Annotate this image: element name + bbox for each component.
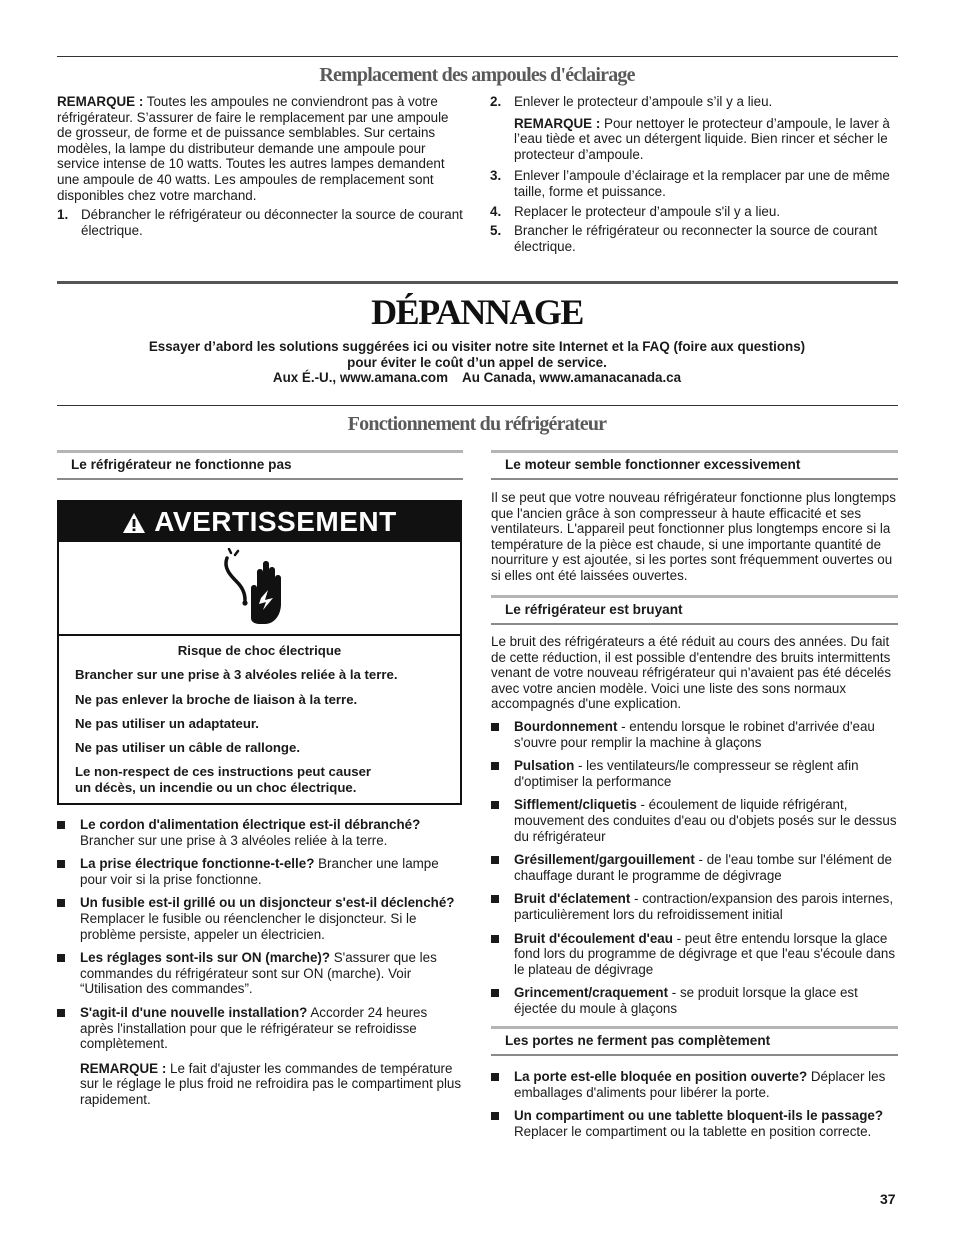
warning-box <box>57 500 462 805</box>
list-item: Un fusible est-il grillé ou un disjoncteur s'est-il déclenché? Remplacer le fusible ou réenclencher le disjoncteur. Si le problème persiste, appeler un électricien. <box>57 895 463 942</box>
not-running-checks <box>57 817 463 1108</box>
list-item: Bourdonnement - entendu lorsque le robinet d'arrivée d'eau s'ouvre pour remplir la machine à glaçons <box>491 719 898 750</box>
intro <box>0 339 954 386</box>
noisy-text: Le bruit des réfrigérateurs a été réduit au cours des années. Du fait de cette réduction, il est possible d'entendre des bruits intermittents venant de votre nouveau réfrigérateur qui n'avaient pas été décelés avec votre ancien modèle. Voici une liste des sons normaux accompagnés d'une explication. <box>491 634 892 712</box>
warning-risk: Risque de choc électrique <box>177 643 342 658</box>
motor-text: Il se peut que votre nouveau réfrigérateur fonctionne plus longtemps que l'ancien grâce à son compresseur à haute efficacité et ses ventilateurs. L'appareil peut fonctionner plus longtemps encore si la température de la pièce est chaude, si une importante quantité de nourriture y est ajoutée, si les portes sont fréquemment ouvertes ou si elles ont été laissées ouvertes. <box>491 490 896 583</box>
list-item: Sifflement/cliquetis - écoulement de liquide réfrigérant, mouvement des conduites d'eau ou d'objets posés sur le dessus du réfrigérateur <box>491 797 898 844</box>
motor-heading: Le moteur semble fonctionner excessivement <box>491 450 898 480</box>
section-rule <box>57 281 898 284</box>
us-site-link[interactable]: Aux É.-U., www.amana.com <box>272 370 449 386</box>
operation-rule <box>57 405 898 406</box>
bullet-icon <box>491 1112 499 1120</box>
list-item: Grincement/craquement - se produit lorsque la glace est éjectée du moule à glaçons <box>491 985 898 1016</box>
noisy-section <box>491 634 898 1016</box>
noisy-heading: Le réfrigérateur est bruyant <box>491 595 898 625</box>
electric-shock-hand-icon <box>221 548 301 630</box>
warning-consequence-2: un décès, un incendie ou un choc électrique. <box>75 780 357 795</box>
list-item: 5. Brancher le réfrigérateur ou reconnecter la source de courant électrique. <box>490 223 878 254</box>
top-rule <box>57 56 898 57</box>
list-item: Grésillement/gargouillement - de l'eau tombe sur l'élément de chauffage durant le programme de dégivrage <box>491 852 898 883</box>
page-title: DÉPANNAGE <box>371 292 583 332</box>
warning-title: AVERTISSEMENT <box>154 506 397 537</box>
list-item: Un compartiment ou une tablette bloquent-ils le passage? Replacer le compartiment ou la tablette en position correcte. <box>491 1108 898 1139</box>
bullet-icon <box>57 1009 65 1017</box>
bulbs-right-column <box>490 94 900 254</box>
bulbs-heading: Remplacement des ampoules d'éclairage <box>319 64 635 86</box>
canada-site-link[interactable]: Au Canada, www.amanacanada.ca <box>462 370 682 386</box>
bullet-icon <box>491 935 499 943</box>
list-item: Pulsation - les ventilateurs/le compresseur se règlent afin d'optimiser la performance <box>491 758 898 789</box>
bullet-icon <box>491 762 499 770</box>
warning-line: Brancher sur une prise à 3 alvéoles reliée à la terre. <box>75 667 398 682</box>
step2-note: REMARQUE : Pour nettoyer le protecteur d’ampoule, le laver à l’eau tiède et avec un détergent liquide. Bien rincer et sécher le protecteur d’ampoule. <box>514 115 890 162</box>
warning-illustration <box>59 542 460 636</box>
list-item: 4. Replacer le protecteur d’ampoule s'il y a lieu. <box>490 203 781 219</box>
bullet-icon <box>491 801 499 809</box>
intro-line-2: pour éviter le coût d’un appel de service. <box>347 354 607 370</box>
bulbs-steps-right <box>490 94 900 254</box>
warning-consequence-1: Le non-respect de ces instructions peut causer <box>75 764 372 779</box>
page-number: 37 <box>880 1191 896 1207</box>
doors-section <box>491 1069 898 1139</box>
bullet-icon <box>57 860 65 868</box>
warning-line: Ne pas utiliser un adaptateur. <box>75 716 259 731</box>
bullet-icon <box>57 899 65 907</box>
warning-banner <box>59 502 460 542</box>
warning-line: Ne pas enlever la broche de liaison à la terre. <box>75 692 358 707</box>
list-item: Les réglages sont-ils sur ON (marche)? S'assurer que les commandes du réfrigérateur sont sur ON (marche). Voir “Utilisation des commandes”. <box>57 950 463 997</box>
not-running-note: REMARQUE : Le fait d'ajuster les commandes de température sur le réglage le plus froid ne refroidira pas le compartiment plus rapidement. <box>80 1060 462 1107</box>
list-item: Bruit d'écoulement d'eau - peut être entendu lorsque la glace fond lors du programme de dégivrage et que l'eau s'écoule dans le plateau de dégivrage <box>491 931 898 978</box>
warning-line: Ne pas utiliser un câble de rallonge. <box>75 740 300 755</box>
list-item: La prise électrique fonctionne-t-elle? Brancher une lampe pour voir si la prise fonctionne. <box>57 856 463 887</box>
list-item: S'agit-il d'une nouvelle installation? Accorder 24 heures après l'installation pour que le réfrigérateur se refroidisse complètement. REMARQUE : Le fait d'ajuster les commandes de température sur le réglage le plus froid ne refroidira pas le compartiment plus rapidement. <box>57 1005 463 1108</box>
list-item: 2. Enlever le protecteur d’ampoule s’il y a lieu. REMARQUE : Pour nettoyer le protecteur d’ampoule, le laver à l’eau tiède et avec un détergent liquide. Bien rincer et sécher le protecteur d’ampoule. <box>490 94 900 162</box>
list-item: 3. Enlever l’ampoule d’éclairage et la remplacer par une de même taille, forme et puissance. <box>490 168 890 199</box>
bullet-icon <box>491 723 499 731</box>
bulbs-steps-left <box>57 207 465 238</box>
intro-sites <box>0 370 954 386</box>
bullet-icon <box>57 954 65 962</box>
list-item: Bruit d'éclatement - contraction/expansion des parois internes, particulièrement lors du refroidissement initial <box>491 891 898 922</box>
intro-line-1: Essayer d’abord les solutions suggérées ici ou visiter notre site Internet et la FAQ (foire aux questions) <box>148 339 806 354</box>
list-item: La porte est-elle bloquée en position ouverte? Déplacer les emballages d'aliments pour libérer la porte. <box>491 1069 898 1100</box>
bullet-icon <box>491 856 499 864</box>
bulbs-note: REMARQUE : Toutes les ampoules ne conviendront pas à votre réfrigérateur. S’assurer de faire le remplacement par une ampoule de grosseur, de forme et de puissance semblables. Sur certains modèles, la lampe du distributeur demande une ampoule pour service intense de 10 watts. Toutes les autres lampes demandent une ampoule de 40 watts. Les ampoules de remplacement sont disponibles chez votre marchand. <box>57 94 449 203</box>
list-item: Le cordon d'alimentation électrique est-il débranché? Brancher sur une prise à 3 alvéoles reliée à la terre. <box>57 817 463 848</box>
list-item: 1. Débrancher le réfrigérateur ou déconnecter la source de courant électrique. <box>57 207 463 238</box>
bullet-icon <box>491 989 499 997</box>
bullet-icon <box>491 1073 499 1081</box>
bullet-icon <box>57 821 65 829</box>
not-running-heading: Le réfrigérateur ne fonctionne pas <box>57 450 463 480</box>
bullet-icon <box>491 895 499 903</box>
warning-triangle-icon <box>122 512 146 534</box>
bulbs-left-column <box>57 94 465 238</box>
operation-heading: Fonctionnement du réfrigérateur <box>347 413 607 435</box>
doors-heading: Les portes ne ferment pas complètement <box>491 1026 898 1056</box>
